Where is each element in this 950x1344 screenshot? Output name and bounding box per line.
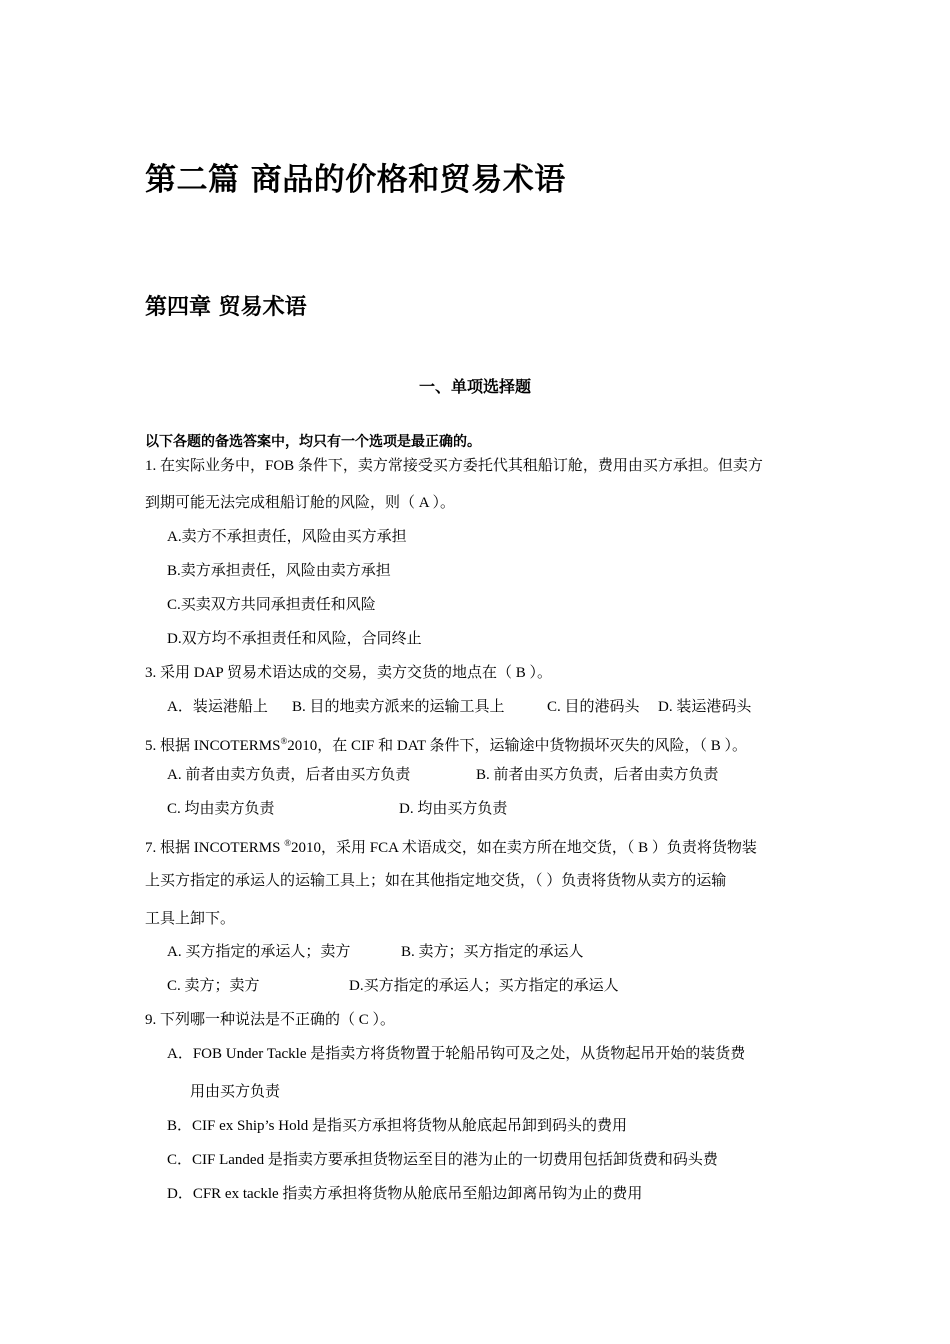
question-7-text-part-2: 2010，采用 FCA 术语成交，如在卖方所在地交货，（ B ）负责将货物装 xyxy=(291,840,757,856)
question-9-option-d: D．CFR ex tackle 指卖方承担将货物从舱底吊至船边卸离吊钩为止的费用 xyxy=(167,1186,643,1202)
question-5-option-c: C. 均由卖方负责 xyxy=(167,801,275,817)
question-7-text xyxy=(145,833,757,858)
question-5-option-d: D. 均由买方负责 xyxy=(399,801,508,817)
question-1-option-a: A.卖方不承担责任，风险由买方承担 xyxy=(167,529,407,545)
question-7-text-end: 工具上卸下。 xyxy=(145,911,236,927)
registered-mark: ® xyxy=(280,736,288,746)
question-1-text-continued: 到期可能无法完成租船订舱的风险，则（ A ）。 xyxy=(145,495,456,511)
question-3-text: 3. 采用 DAP 贸易术语达成的交易，卖方交货的地点在（ B ）。 xyxy=(145,665,552,681)
question-5-text-part-1: 5. 根据 INCOTERMS xyxy=(145,738,281,754)
question-5-text xyxy=(145,731,747,756)
question-7-options-row-1 xyxy=(0,942,950,962)
question-1-text: 1. 在实际业务中，FOB 条件下，卖方常接受买方委托代其租船订舱，费用由买方承担。但卖方 xyxy=(145,458,763,474)
instruction-text: 以下各题的备选答案中，均只有一个选项是最正确的。 xyxy=(145,434,481,450)
question-7-option-d: D.买方指定的承运人；买方指定的承运人 xyxy=(349,978,619,994)
question-9-option-a-continued: 用由买方负责 xyxy=(190,1084,281,1100)
question-7-text-continued: 上买方指定的承运人的运输工具上；如在其他指定地交货，（ ）负责将货物从卖方的运输 xyxy=(145,873,727,889)
question-5-text-part-2: 2010，在 CIF 和 DAT 条件下，运输途中货物损坏灭失的风险，（ B ）。 xyxy=(287,738,748,754)
question-3-option-d: D. 装运港码头 xyxy=(658,699,752,715)
question-9-option-a: A．FOB Under Tackle 是指卖方将货物置于轮船吊钩可及之处，从货物起吊开始的装货费 xyxy=(167,1046,746,1062)
question-3-option-c: C. 目的港码头 xyxy=(547,699,640,715)
question-1-option-b: B.卖方承担责任，风险由卖方承担 xyxy=(167,563,391,579)
question-3-option-b: B. 目的地卖方派来的运输工具上 xyxy=(292,699,505,715)
question-5-option-b: B. 前者由买方负责，后者由卖方负责 xyxy=(476,767,719,783)
section-title: 一、单项选择题 xyxy=(418,377,531,396)
question-7-options-row-2 xyxy=(0,976,950,996)
question-1-option-c: C.买卖双方共同承担责任和风险 xyxy=(167,597,376,613)
question-5-options-row-2 xyxy=(0,799,950,819)
question-9-option-b: B．CIF ex Ship’s Hold 是指买方承担将货物从舱底起吊卸到码头的费用 xyxy=(167,1118,628,1134)
question-7-option-a: A. 买方指定的承运人；卖方 xyxy=(167,944,351,960)
chapter-title: 第四章 贸易术语 xyxy=(145,295,307,320)
question-3-option-a: A．装运港船上 xyxy=(167,699,268,715)
question-3-options-row xyxy=(0,697,950,717)
question-7-option-c: C. 卖方；卖方 xyxy=(167,978,260,994)
registered-mark: ® xyxy=(284,838,292,848)
question-5-options-row-1 xyxy=(0,765,950,785)
question-7-text-part-1: 7. 根据 INCOTERMS xyxy=(145,840,285,856)
question-1-option-d: D.双方均不承担责任和风险，合同终止 xyxy=(167,631,422,647)
question-9-option-c: C．CIF Landed 是指卖方要承担货物运至目的港为止的一切费用包括卸货费和码头费 xyxy=(167,1152,718,1168)
part-title: 第二篇 商品的价格和贸易术语 xyxy=(145,162,566,198)
question-7-option-b: B. 卖方；买方指定的承运人 xyxy=(401,944,584,960)
question-5-option-a: A. 前者由卖方负责，后者由买方负责 xyxy=(167,767,411,783)
question-9-text: 9. 下列哪一种说法是不正确的（ C ）。 xyxy=(145,1012,396,1028)
